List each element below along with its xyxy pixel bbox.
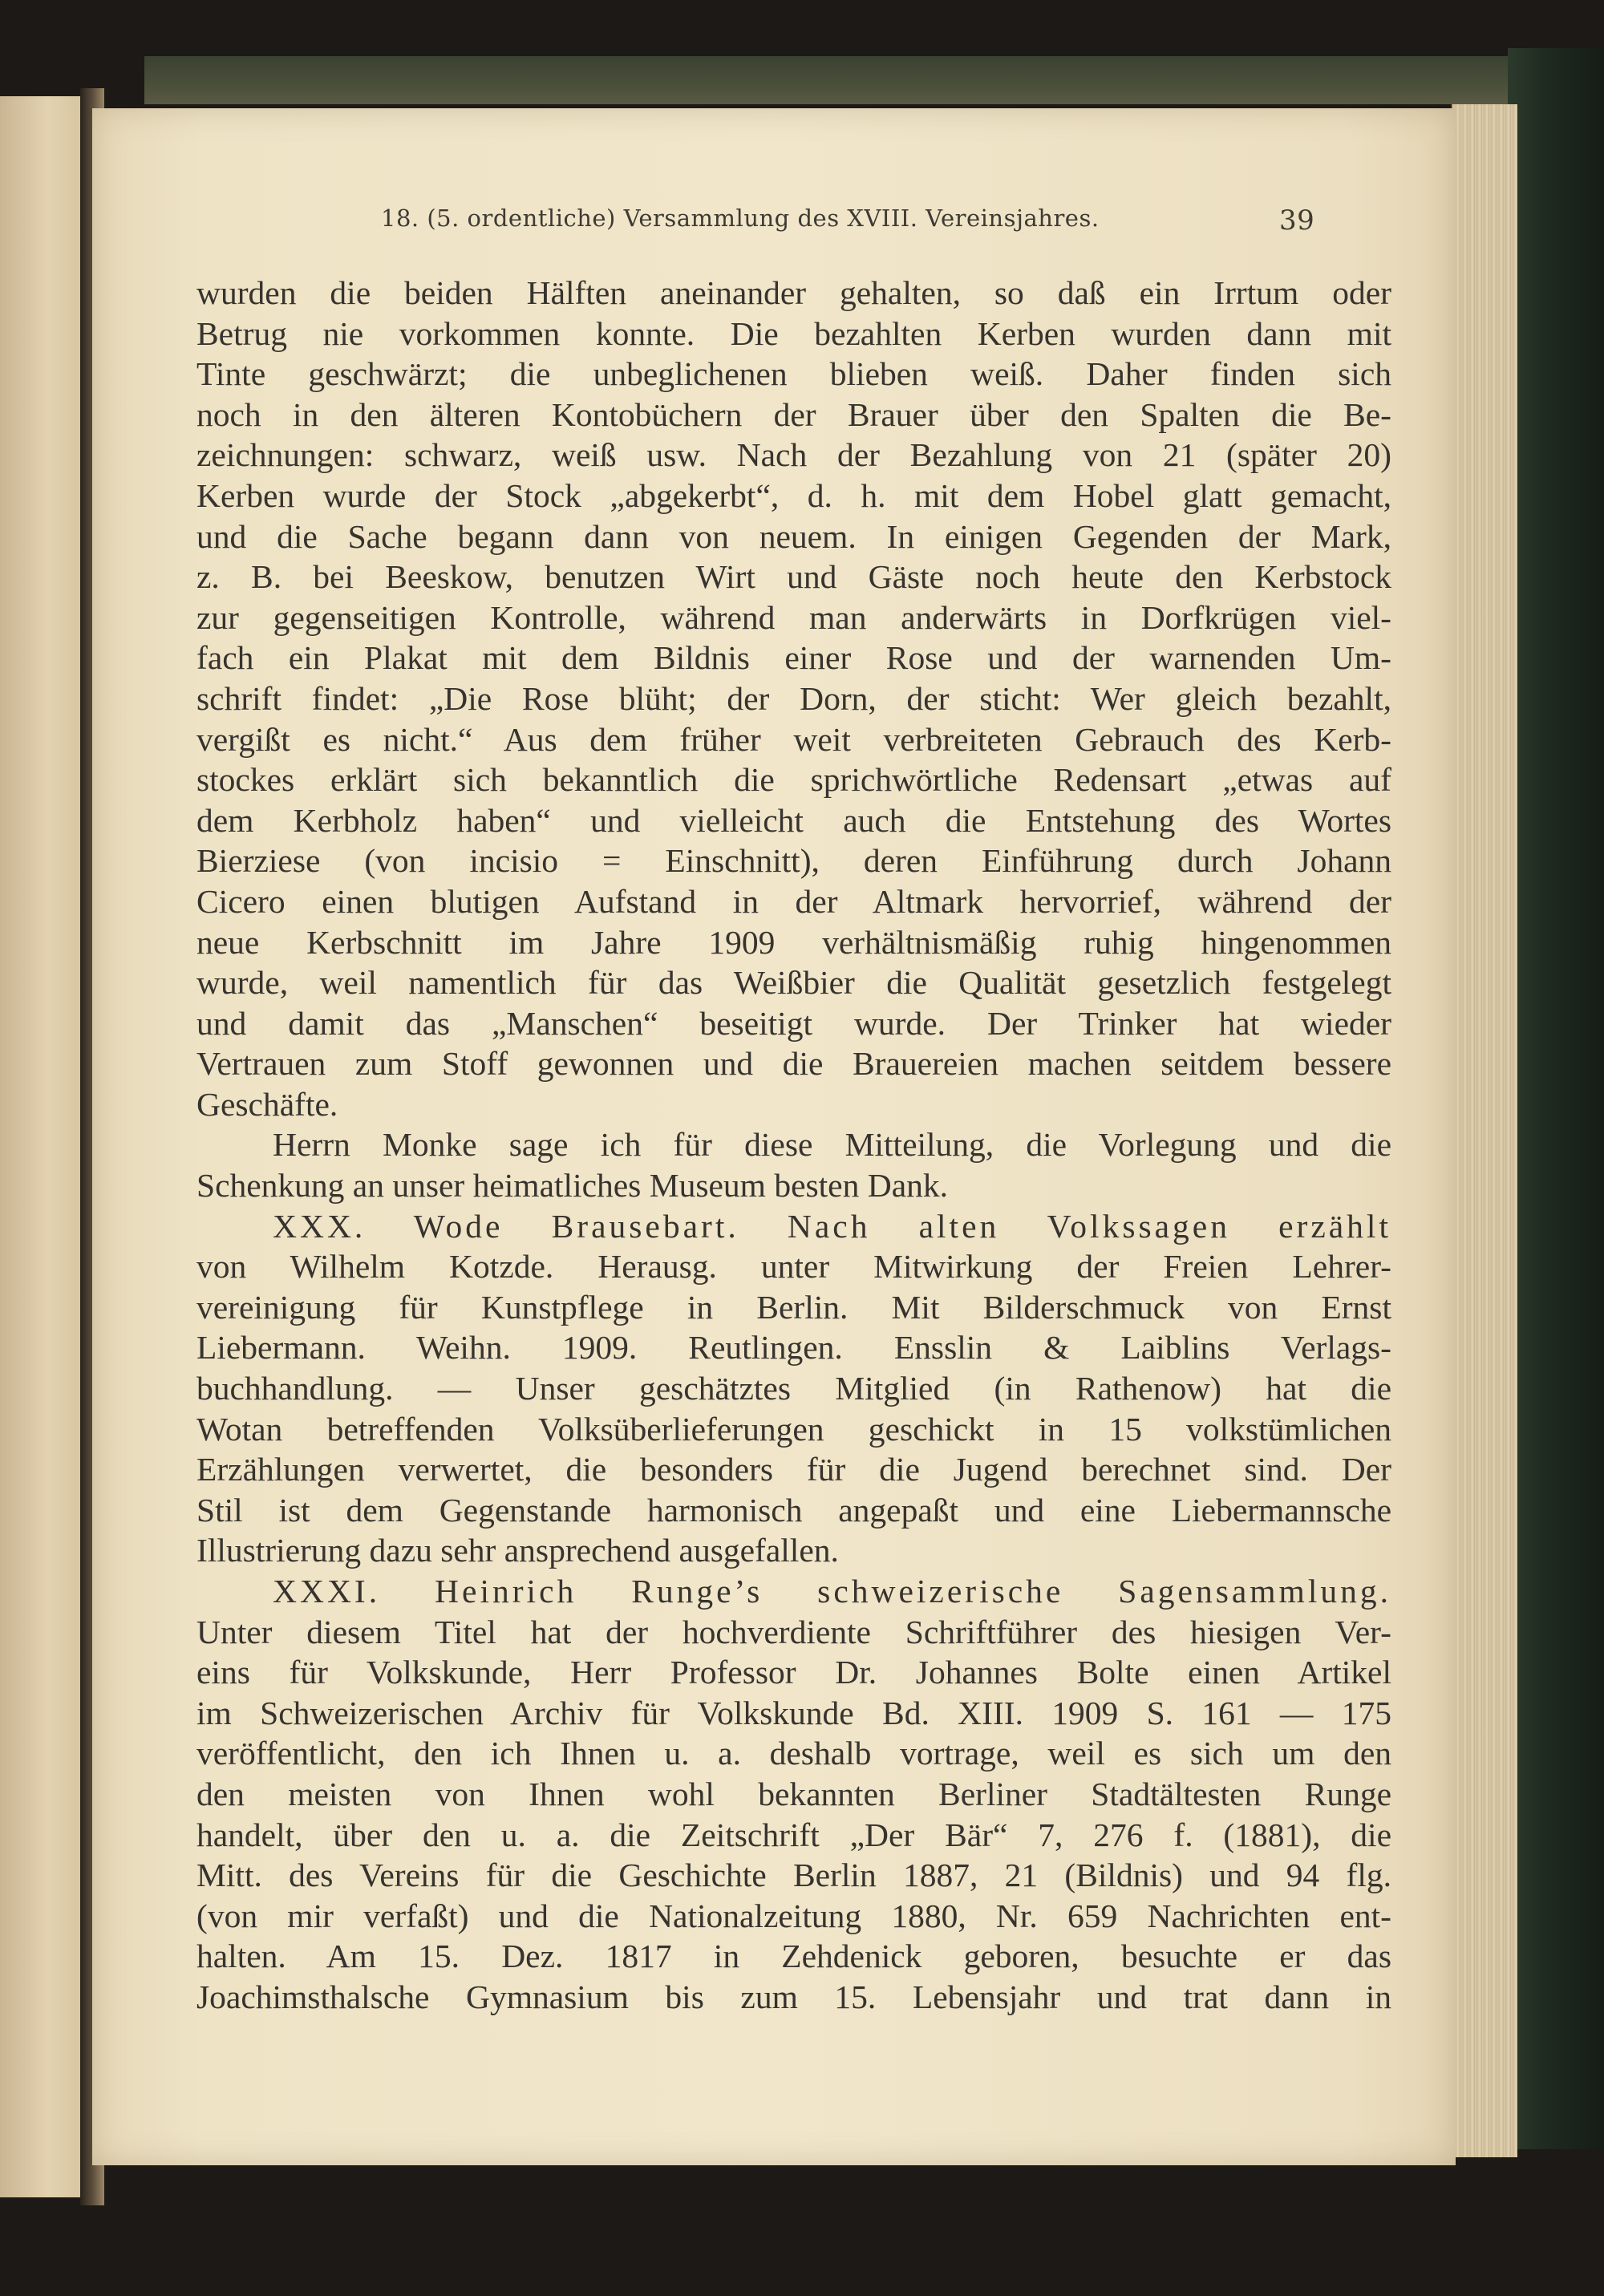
- text-line: wurden die beiden Hälften aneinander gehalten, so daß ein Irrtum oder: [196, 274, 1391, 311]
- previous-page-edge: [0, 96, 83, 2197]
- text-line: Mitt. des Vereins für die Geschichte Berlin 1887, 21 (Bildnis) und 94 flg.: [196, 1857, 1391, 1894]
- text-line: z. B. bei Beeskow, benutzen Wirt und Gäste noch heute den Kerbstock: [196, 558, 1391, 596]
- text-line: Cicero einen blutigen Aufstand in der Altmark hervorrief, während der: [196, 882, 1391, 920]
- text-line: dem Kerbholz haben“ und vielleicht auch die Entstehung des Wortes: [196, 801, 1391, 839]
- section-heading-xxxi: XXXI. Heinrich Runge’s schweizerische Sagensammlung.: [273, 1573, 1391, 1610]
- text-line: halten. Am 15. Dez. 1817 in Zehdenick geboren, besuchte er das: [196, 1938, 1391, 1975]
- text-line: Vertrauen zum Stoff gewonnen und die Brauereien machen seitdem bessere: [196, 1045, 1391, 1083]
- text-line: handelt, über den u. a. die Zeitschrift „Der Bär“ 7, 276 f. (1881), die: [196, 1816, 1391, 1853]
- text-line: Betrug nie vorkommen konnte. Die bezahlten Kerben wurden dann mit: [196, 314, 1391, 352]
- text-line: noch in den älteren Kontobüchern der Brauer über den Spalten die Be-: [196, 395, 1391, 433]
- text-line: und die Sache begann dann von neuem. In einigen Gegenden der Mark,: [196, 517, 1391, 555]
- text-line: neue Kerbschnitt im Jahre 1909 verhältnismäßig ruhig hingenommen: [196, 923, 1391, 961]
- text-line: fach ein Plakat mit dem Bildnis einer Rose und der warnenden Um-: [196, 639, 1391, 677]
- section-heading-xxx: XXX. Wode Brausebart. Nach alten Volkssagen erzählt: [273, 1207, 1391, 1245]
- text-line: Erzählungen verwertet, die besonders für die Jugend berechnet sind. Der: [196, 1451, 1391, 1488]
- page-number: 39: [1279, 204, 1315, 237]
- text-line: veröffentlicht, den ich Ihnen u. a. deshalb vortrage, weil es sich um den: [196, 1735, 1391, 1772]
- book-page: [92, 108, 1456, 2165]
- text-line: buchhandlung. — Unser geschätztes Mitglied (in Rathenow) hat die: [196, 1370, 1391, 1407]
- text-line: Wotan betreffenden Volksüberlieferungen geschickt in 15 volkstümlichen: [196, 1410, 1391, 1448]
- text-line: eins für Volkskunde, Herr Professor Dr. Johannes Bolte einen Artikel: [196, 1654, 1391, 1691]
- text-line: stockes erklärt sich bekanntlich die sprichwörtliche Redensart „etwas auf: [196, 761, 1391, 799]
- text-line: zur gegenseitigen Kontrolle, während man anderwärts in Dorfkrügen viel-: [196, 598, 1391, 636]
- text-line: Bierziese (von incisio = Einschnitt), deren Einführung durch Johann: [196, 842, 1391, 880]
- text-line: von Wilhelm Kotzde. Herausg. unter Mitwirkung der Freien Lehrer-: [196, 1248, 1391, 1286]
- book-cover-top-edge: [144, 56, 1524, 104]
- text-line: schrift findet: „Die Rose blüht; der Dorn, der sticht: Wer gleich bezahlt,: [196, 679, 1391, 717]
- text-line: und damit das „Manschen“ beseitigt wurde. Der Trinker hat wieder: [196, 1004, 1391, 1042]
- body-text: [196, 273, 1391, 2018]
- text-line: Illustrierung dazu sehr ansprechend ausgefallen.: [196, 1532, 839, 1569]
- text-line: Schenkung an unser heimatliches Museum besten Dank.: [196, 1167, 948, 1205]
- text-line: wurde, weil namentlich für das Weißbier die Qualität gesetzlich festgelegt: [196, 964, 1391, 1002]
- text-line: im Schweizerischen Archiv für Volkskunde Bd. XIII. 1909 S. 161 — 175: [196, 1694, 1391, 1731]
- text-line: Liebermann. Weihn. 1909. Reutlingen. Ensslin & Laiblins Verlags-: [196, 1329, 1391, 1367]
- text-line: (von mir verfaßt) und die Nationalzeitung 1880, Nr. 659 Nachrichten ent-: [196, 1897, 1391, 1934]
- text-line: vergißt es nicht.“ Aus dem früher weit verbreiteten Gebrauch des Kerb-: [196, 720, 1391, 758]
- text-line: Stil ist dem Gegenstande harmonisch angepaßt und eine Liebermannsche: [196, 1491, 1391, 1529]
- text-line: Unter diesem Titel hat der hochverdiente Schriftführer des hiesigen Ver-: [196, 1613, 1391, 1650]
- text-line: vereinigung für Kunstpflege in Berlin. Mit Bilderschmuck von Ernst: [196, 1288, 1391, 1326]
- text-line: Herrn Monke sage ich für diese Mitteilung, die Vorlegung und die: [273, 1126, 1391, 1164]
- text-line: Tinte geschwärzt; die unbeglichenen blieben weiß. Daher finden sich: [196, 355, 1391, 393]
- text-line: Joachimsthalsche Gymnasium bis zum 15. Lebensjahr und trat dann in: [196, 1978, 1391, 2015]
- book-cover-right-edge: [1508, 48, 1604, 2149]
- text-line: Geschäfte.: [196, 1085, 338, 1123]
- page-stack-edges: [1452, 104, 1517, 2157]
- text-line: Kerben wurde der Stock „abgekerbt“, d. h. mit dem Hobel glatt gemacht,: [196, 476, 1391, 514]
- text-line: zeichnungen: schwarz, weiß usw. Nach der Bezahlung von 21 (später 20): [196, 436, 1391, 474]
- running-head-title: 18. (5. ordentliche) Versammlung des XVIII. Vereinsjahres.: [381, 204, 1100, 232]
- text-line: den meisten von Ihnen wohl bekannten Berliner Stadtältesten Runge: [196, 1775, 1391, 1812]
